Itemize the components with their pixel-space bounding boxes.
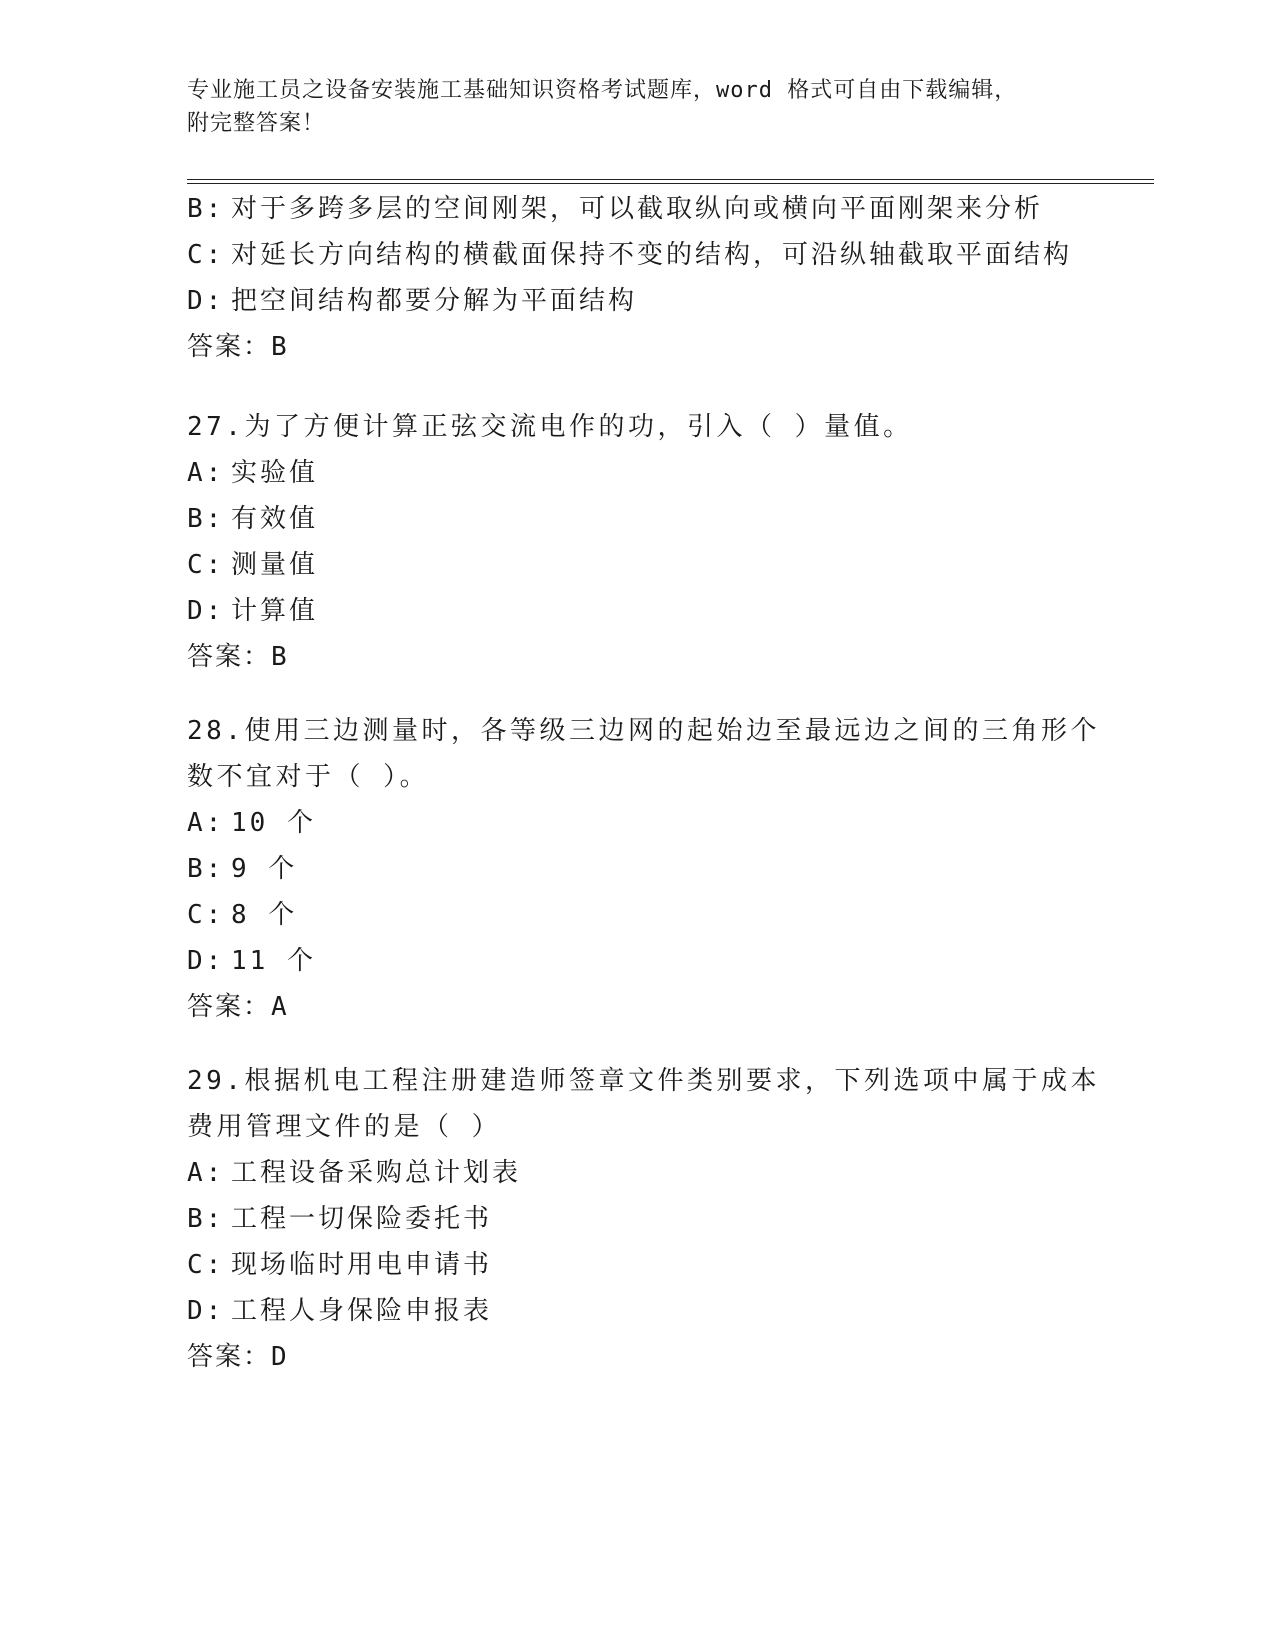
- option-text: 工程设备采购总计划表: [231, 1158, 522, 1188]
- question-27: [187, 404, 1087, 680]
- option-b: [187, 186, 1087, 232]
- question-text: 29.根据机电工程注册建造师签章文件类别要求，下列选项中属于成本: [187, 1066, 1100, 1096]
- header-divider: [187, 179, 1154, 184]
- option-text: 工程人身保险申报表: [231, 1296, 493, 1326]
- option-label: B:: [187, 1204, 225, 1234]
- option-label: A:: [187, 808, 225, 838]
- question-text: 28.使用三边测量时，各等级三边网的起始边至最远边之间的三角形个: [187, 716, 1100, 746]
- answer: 答案：B: [187, 642, 289, 672]
- option-text: 把空间结构都要分解为平面结构: [231, 286, 638, 316]
- option-label: C:: [187, 900, 225, 930]
- answer: 答案：D: [187, 1342, 289, 1372]
- question-text: 费用管理文件的是（ ）: [187, 1112, 502, 1142]
- option-label: D:: [187, 1296, 225, 1326]
- option-label: B:: [187, 504, 225, 534]
- answer: 答案：A: [187, 992, 289, 1022]
- option-label: D:: [187, 946, 225, 976]
- option-a: [187, 450, 1087, 496]
- question-continued: [187, 186, 1087, 370]
- answer: 答案：B: [187, 332, 289, 362]
- header-line-2: 附完整答案！: [187, 111, 326, 136]
- option-text: 对于多跨多层的空间刚架，可以截取纵向或横向平面刚架来分析: [231, 194, 1044, 224]
- option-text: 10 个: [231, 808, 316, 838]
- option-label: C:: [187, 1250, 225, 1280]
- option-d: [187, 1288, 1087, 1334]
- option-c: [187, 1242, 1087, 1288]
- option-label: B:: [187, 194, 225, 224]
- option-label: C:: [187, 550, 225, 580]
- option-text: 9 个: [231, 854, 298, 884]
- question-text: 27.为了方便计算正弦交流电作的功，引入（ ）量值。: [187, 412, 913, 442]
- option-b: [187, 846, 1087, 892]
- option-label: B:: [187, 854, 225, 884]
- header-line-1: 专业施工员之设备安装施工基础知识资格考试题库，word 格式可自由下载编辑，: [187, 78, 1018, 103]
- option-label: A:: [187, 1158, 225, 1188]
- option-text: 实验值: [231, 458, 319, 488]
- document-page: [187, 0, 1157, 1650]
- option-text: 现场临时用电申请书: [231, 1250, 493, 1280]
- option-text: 8 个: [231, 900, 298, 930]
- option-d: [187, 278, 1087, 324]
- option-d: [187, 938, 1087, 984]
- option-text: 有效值: [231, 504, 319, 534]
- option-text: 对延长方向结构的横截面保持不变的结构，可沿纵轴截取平面结构: [231, 240, 1073, 270]
- option-label: C:: [187, 240, 225, 270]
- option-label: A:: [187, 458, 225, 488]
- option-b: [187, 1196, 1087, 1242]
- option-text: 计算值: [231, 596, 319, 626]
- option-text: 工程一切保险委托书: [231, 1204, 493, 1234]
- option-label: D:: [187, 286, 225, 316]
- option-a: [187, 1150, 1087, 1196]
- option-c: [187, 892, 1087, 938]
- option-text: 11 个: [231, 946, 316, 976]
- option-b: [187, 496, 1087, 542]
- option-d: [187, 588, 1087, 634]
- option-text: 测量值: [231, 550, 319, 580]
- question-text: 数不宜对于（ ）。: [187, 762, 430, 792]
- option-a: [187, 800, 1087, 846]
- question-29: [187, 1058, 1100, 1380]
- option-label: D:: [187, 596, 225, 626]
- question-28: [187, 708, 1100, 1030]
- document-header: [187, 74, 1067, 140]
- option-c: [187, 232, 1087, 278]
- option-c: [187, 542, 1087, 588]
